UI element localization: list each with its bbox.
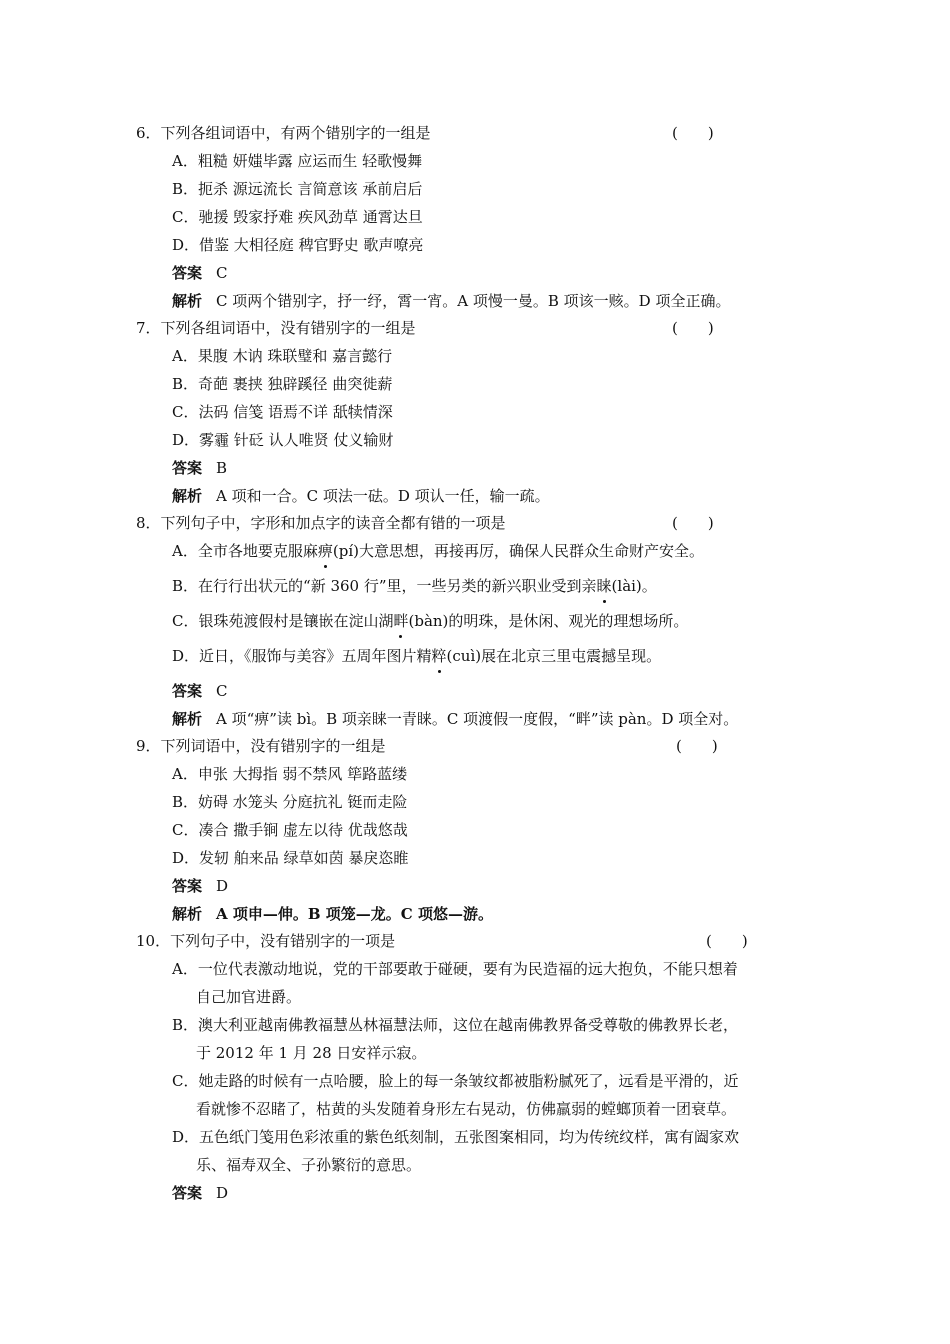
analysis-label: 解析 xyxy=(172,487,203,505)
question-8-answer-blank: ( ) xyxy=(672,514,714,532)
analysis-text: A 项申—伸。B 项笼—龙。C 项悠—游。 xyxy=(216,905,493,923)
dotted-character: 畔 xyxy=(393,612,409,630)
option-text: (cuì)展在北京三里屯震撼呈现。 xyxy=(446,647,662,665)
analysis-text: A 项“痹”读 bì。B 项亲睐一青睐。C 项渡假一度假，“畔”读 pàn。D 项全对。 xyxy=(216,710,739,728)
question-10-answer xyxy=(172,1182,228,1204)
question-10-option-c-line1: C．她走路的时候有一点哈腰，脸上的每一条皱纹都被脂粉腻死了，远看是平滑的，近 xyxy=(172,1072,739,1090)
question-10-option-c-line2: 看就惨不忍睹了，枯黄的头发随着身形左右晃动，仿佛羸弱的螳螂顶着一团衰草。 xyxy=(196,1100,737,1118)
answer-label: 答案 xyxy=(172,1184,203,1202)
answer-value: C xyxy=(216,682,228,700)
question-8-analysis xyxy=(172,708,738,730)
question-10-stem: 10．下列句子中，没有错别字的一项是 xyxy=(136,932,396,950)
analysis-label: 解析 xyxy=(172,905,203,923)
question-8-option-d xyxy=(172,645,661,667)
answer-label: 答案 xyxy=(172,682,203,700)
question-10-option-b-line1: B．澳大利亚越南佛教福慧丛林福慧法师，这位在越南佛教界备受尊敬的佛教界长老， xyxy=(172,1016,739,1034)
question-9-option-a: A．申张 大拇指 弱不禁风 筚路蓝缕 xyxy=(172,765,408,783)
option-text: A．全市各地要克服麻 xyxy=(172,542,318,560)
question-9-option-b: B．妨碍 水笼头 分庭抗礼 铤而走险 xyxy=(172,793,408,811)
question-6-option-c: C．驰援 毁家抒难 疾风劲草 通霄达旦 xyxy=(172,208,423,226)
question-8-option-b xyxy=(172,575,657,597)
question-10-option-d-line1: D．五色纸门笺用色彩浓重的紫色纸刻制，五张图案相同，均为传统纹样，寓有阖家欢 xyxy=(172,1128,740,1146)
answer-label: 答案 xyxy=(172,459,203,477)
question-7-option-c: C．法码 信笺 语焉不详 舐犊情深 xyxy=(172,403,393,421)
question-7-option-d: D．雾霾 针砭 认人唯贤 仗义输财 xyxy=(172,431,394,449)
answer-value: B xyxy=(216,459,228,477)
dotted-character: 痹 xyxy=(317,542,333,560)
question-7-option-b: B．奇葩 裹挟 独辟蹊径 曲突徙薪 xyxy=(172,375,393,393)
option-text: B．在行行出状元的“新 360 行”里，一些另类的新兴职业受到亲 xyxy=(172,577,597,595)
question-10-option-d-line2: 乐、福寿双全、子孙繁衍的意思。 xyxy=(196,1156,422,1174)
question-7-option-a: A．果腹 木讷 珠联璧和 嘉言懿行 xyxy=(172,347,393,365)
question-9-option-c: C．凑合 撒手锏 虚左以待 优哉悠哉 xyxy=(172,821,408,839)
question-8-answer xyxy=(172,680,228,702)
question-9-stem: 9．下列词语中，没有错别字的一组是 xyxy=(136,737,386,755)
question-8-option-c xyxy=(172,610,688,632)
question-6-option-d: D．借鉴 大相径庭 稗官野史 歌声嘹亮 xyxy=(172,236,424,254)
question-7-answer-blank: ( ) xyxy=(672,319,714,337)
answer-value: D xyxy=(216,877,229,895)
question-7-stem: 7．下列各组词语中，没有错别字的一组是 xyxy=(136,319,416,337)
question-7-analysis xyxy=(172,485,550,507)
question-6-option-b: B．扼杀 源远流长 言简意该 承前启后 xyxy=(172,180,423,198)
answer-value: C xyxy=(216,264,228,282)
question-10-option-a-line2: 自己加官进爵。 xyxy=(196,988,302,1006)
answer-label: 答案 xyxy=(172,877,203,895)
question-6-analysis xyxy=(172,290,730,312)
question-6-answer xyxy=(172,262,228,284)
option-text: D．近日，《服饰与美容》五周年图片精 xyxy=(172,647,432,665)
dotted-character: 粹 xyxy=(431,647,447,665)
question-10-option-b-line2: 于 2012 年 1 月 28 日安祥示寂。 xyxy=(196,1044,427,1062)
question-6-stem: 6．下列各组词语中，有两个错别字的一组是 xyxy=(136,124,431,142)
question-9-option-d: D．发轫 舶来品 绿草如茵 暴戾恣睢 xyxy=(172,849,409,867)
analysis-label: 解析 xyxy=(172,292,203,310)
question-6-option-a: A．粗糙 妍媸毕露 应运而生 轻歌慢舞 xyxy=(172,152,423,170)
question-9-answer-blank: ( ) xyxy=(676,737,718,755)
option-text: (lài)。 xyxy=(611,577,657,595)
answer-value: D xyxy=(216,1184,229,1202)
analysis-label: 解析 xyxy=(172,710,203,728)
question-10-answer-blank: ( ) xyxy=(706,932,748,950)
analysis-text: C 项两个错别字，抒一纾，霄一宵。A 项慢一曼。B 项该一赅。D 项全正确。 xyxy=(216,292,731,310)
dotted-character: 睐 xyxy=(596,577,612,595)
option-text: (pí)大意思想，再接再厉，确保人民群众生命财产安全。 xyxy=(332,542,704,560)
question-10-option-a-line1: A．一位代表激动地说，党的干部要敢于碰硬，要有为民造福的远大抱负，不能只想着 xyxy=(172,960,738,978)
analysis-text: A 项和一合。C 项法一砝。D 项认一任，输一疏。 xyxy=(216,487,550,505)
question-7-answer xyxy=(172,457,227,479)
answer-label: 答案 xyxy=(172,264,203,282)
option-text: C．银珠苑渡假村是镶嵌在淀山湖 xyxy=(172,612,394,630)
question-9-answer xyxy=(172,875,228,897)
option-text: (bàn)的明珠，是休闲、观光的理想场所。 xyxy=(408,612,689,630)
question-8-option-a xyxy=(172,540,704,562)
question-6-answer-blank: ( ) xyxy=(672,124,714,142)
question-9-analysis xyxy=(172,903,493,925)
question-8-stem: 8．下列句子中，字形和加点字的读音全都有错的一项是 xyxy=(136,514,506,532)
